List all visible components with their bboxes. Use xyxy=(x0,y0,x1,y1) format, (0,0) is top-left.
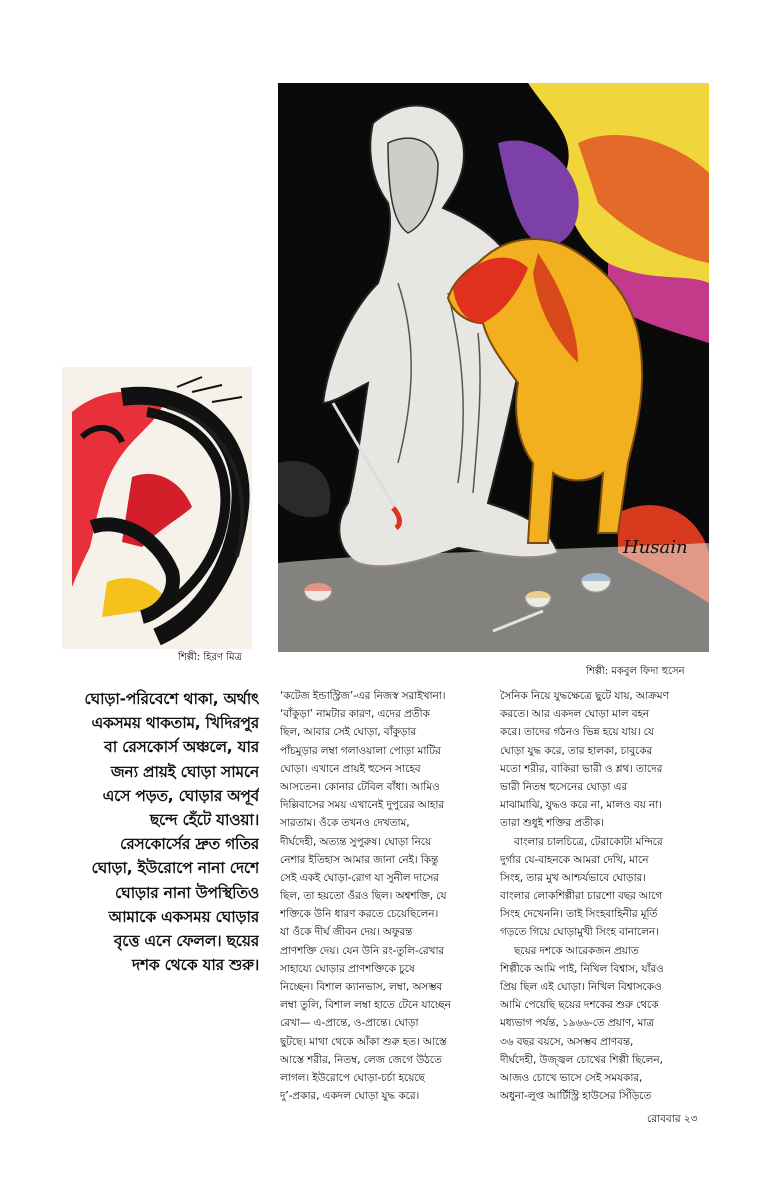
intro-line: আমাকে একসময় ঘোড়ার xyxy=(108,907,259,926)
intro-line: ঘোড়া, ইউরোপে নানা দেশে xyxy=(91,859,259,878)
text-line: ঘোড়া। এখানে প্রায়ই হুসেন সাহেব xyxy=(280,762,421,775)
text-line: ‘বাঁকুড়া’ নামটার কারণ, এদের প্রতীক xyxy=(280,708,430,721)
text-line: সিংহ দেখেননি। তাই সিংহবাহিনীর মূর্তি xyxy=(500,908,658,921)
intro-line: জন্য প্রায়ই ঘোড়া সামনে xyxy=(110,762,259,781)
intro-line: ছন্দে হেঁটে যাওয়া। xyxy=(149,810,259,829)
text-line: শক্তিকে উনি ধারণ করতে চেয়েছিলেন। xyxy=(280,908,439,921)
text-line: ছুটছে। মাথা থেকে আঁকা শুরু হত। আস্তে xyxy=(280,1035,447,1048)
text-line: ছিল, আবার সেই ঘোড়া, বাঁকুড়ার xyxy=(280,726,417,739)
text-line: ভারী নিতম্ব হুসেনের ঘোড়া এর xyxy=(500,780,628,793)
intro-line: দশক থেকে যার শুরু। xyxy=(132,956,259,975)
painting-hiran-mitra xyxy=(62,367,252,649)
text-line: সাহায্যে ঘোড়ার প্রাণশক্তিকে চুষে xyxy=(280,962,415,975)
text-line: রেখা— এ-প্রান্তে, ও-প্রান্তে। ঘোড়া xyxy=(280,1017,419,1030)
intro-line: একসময় থাকতাম, খিদিরপুর xyxy=(91,714,259,733)
caption-small-painting: শিল্পী: হিরণ মিত্র xyxy=(178,652,242,663)
page-folio: রোববার ২৩ xyxy=(647,1113,698,1125)
text-line: লম্বা তুলি, বিশাল লম্বা হাতে টেনে যাচ্ছেন xyxy=(280,999,451,1012)
text-line: শিল্পীকে আমি পাই, নিখিল বিশ্বাস, যাঁরও xyxy=(500,962,664,975)
text-line: নিচ্ছেন। বিশাল ক্যানভাস, লম্বা, অসম্ভব xyxy=(280,981,443,993)
text-line: সৈনিক নিয়ে যুদ্ধক্ষেত্রে ছুটে যায়, আক্রমণ xyxy=(500,690,669,702)
text-line: সারতাম। ওঁকে তখনও দেখতাম, xyxy=(280,817,410,830)
intro-line: বা রেসকোর্স অঞ্চলে, যার xyxy=(104,738,259,757)
text-line: দুর্গার যে-বাহনকে আমরা দেখি, মানে xyxy=(500,853,649,866)
text-line: পাঁচমুড়ার লম্বা গলাওয়ালা পোড়া মাটির xyxy=(280,744,441,757)
intro-line: এসে পড়ত, ঘোড়ার অপূর্ব xyxy=(102,786,259,805)
text-line: লাগল। ইউরোপে ঘোড়া-চর্চা হয়েছে xyxy=(280,1071,425,1084)
intro-line: বৃত্তে এনে ফেলল। ছয়ের xyxy=(113,931,259,950)
text-line: সেই একই ঘোড়া-রোগ যা সুনীল দাসের xyxy=(280,871,439,884)
text-line: যা ওঁকে দীর্ঘ জীবন দেয়। অফুরন্ত xyxy=(280,926,413,939)
text-line: প্রাণশক্তি দেয়। যেন উনি রং-তুলি-রেখার xyxy=(280,944,445,957)
intro-line: ঘোড়ার নানা উপস্থিতিও xyxy=(114,883,259,902)
text-line: বাংলার লোকশিল্পীরা চারশো বছর আগে xyxy=(500,890,663,903)
text-line: মধ্যভাগ পর্যন্ত, ১৯৬৬-তে প্রয়াণ, মাত্র xyxy=(500,1017,654,1030)
text-line: প্রিয় ছিল এই ঘোড়া। নিখিল বিশ্বাসকেও xyxy=(500,981,662,993)
text-line: নেশার ইতিহাস আমার জানা নেই। কিন্তু xyxy=(280,853,439,866)
article-column-middle xyxy=(280,687,480,1105)
text-line: দু’-প্রকার, একদল ঘোড়া যুদ্ধ করে। xyxy=(280,1090,420,1103)
text-line: আসতেন। কোনার টেবিল বাঁধা। আমিও xyxy=(280,780,440,793)
text-line: বাংলার চালচিত্রে, টেরাকোটা মন্দিরে xyxy=(514,835,663,848)
text-line: করতে। আর একদল ঘোড়া মাল বহন xyxy=(500,708,650,721)
text-line: ছিল, তা হয়তো ওঁরও ছিল। অশ্বশক্তি, যে xyxy=(280,890,447,903)
intro-paragraph xyxy=(62,687,259,977)
text-line: দীর্ঘদেহী, অত্যন্ত সুপুরুষ। ঘোড়া নিয়ে xyxy=(280,835,432,848)
intro-line: রেসকোর্সের দ্রুত গতির xyxy=(119,835,259,854)
text-line: অধুনা-লুপ্ত আর্টিস্ট্রি হাউসের সিঁড়িতে xyxy=(500,1090,652,1103)
article-column-right xyxy=(500,687,710,1105)
text-line: ছয়ের দশকে আরেকজন প্রয়াত xyxy=(514,944,639,957)
text-line: দীর্ঘদেহী, উজ্জ্বল চোখের শিল্পী ছিলেন, xyxy=(500,1053,663,1066)
intro-line: ঘোড়া-পরিবেশে থাকা, অর্থাৎ xyxy=(84,690,259,708)
signature-text: Husain xyxy=(623,537,688,558)
painting-mf-husain xyxy=(278,83,709,652)
text-line: করে। তাদের গঠনও ভিন্ন হয়ে যায়। যে xyxy=(500,726,654,739)
text-line: দিল্লিবাসের সময় এখানেই দুপুরের আহার xyxy=(280,799,445,812)
text-line: ঘোড়া যুদ্ধ করে, তার হালকা, চাবুকের xyxy=(500,744,653,757)
text-line: ‘কটেজ ইন্ডাস্ট্রিজ’-এর নিজস্ব সরাইখানা। xyxy=(280,690,446,702)
text-line: গড়তে গিয়ে ঘোড়ামুখী সিংহ বানালেন। xyxy=(500,926,659,939)
text-line: তারা শুধুই শক্তির প্রতীক। xyxy=(500,817,604,830)
text-line: মতো শরীর, বাকিরা ভারী ও শ্লথ। তাদের xyxy=(500,762,663,775)
text-line: আমি পেয়েছি ছয়ের দশকের শুরু থেকে xyxy=(500,999,659,1012)
text-line: ৩৬ বছর বয়সে, অসম্ভব প্রাণবন্ত, xyxy=(500,1035,634,1048)
caption-big-painting: শিল্পী: মকবুল ফিদা হুসেন xyxy=(586,666,685,677)
text-line: সিংহ, তার মুখ আশ্চর্যভাবে ঘোড়ার। xyxy=(500,871,646,884)
text-line: মাঝামাঝি, যুদ্ধও করে না, মালও বয় না। xyxy=(500,799,662,812)
text-line: আজও চোখে ভাসে সেই সমযকার, xyxy=(500,1071,643,1084)
text-line: আস্তে শরীর, নিতম্ব, লেজ জেগে উঠতে xyxy=(280,1053,442,1066)
